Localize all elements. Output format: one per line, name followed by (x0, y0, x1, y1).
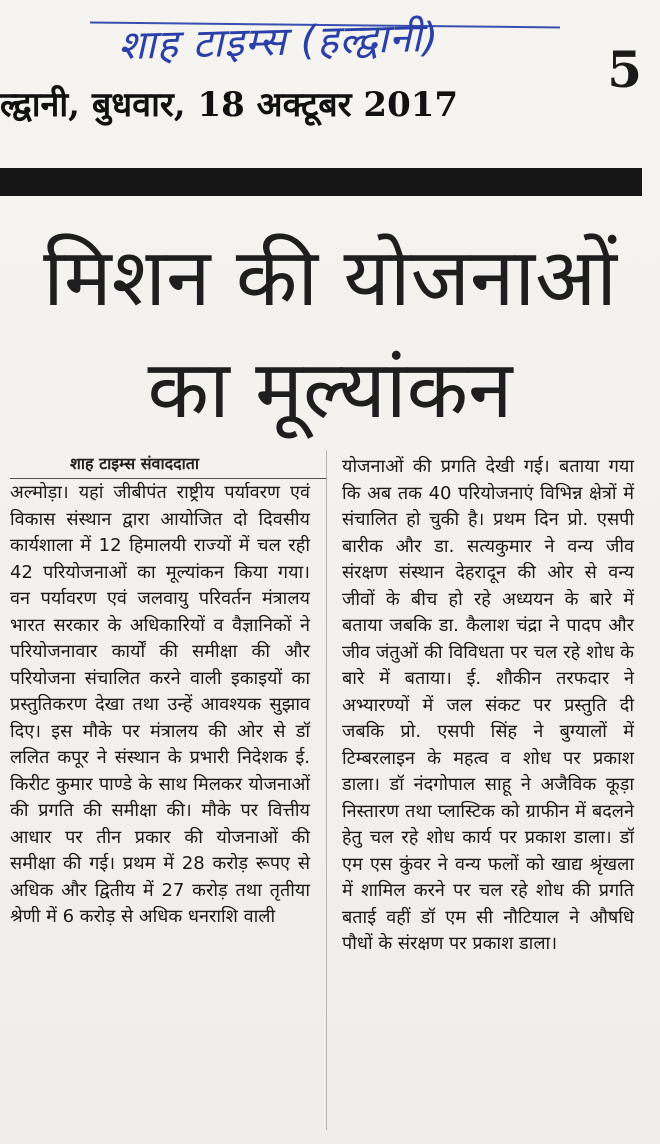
article-body-left: अल्मोड़ा। यहां जीबीपंत राष्ट्रीय पर्यावरण एवं विकास संस्थान द्वारा आयोजित दो दिवसीय कार्यशाला में 12 हिमालयी राज्यों में चल रही 42 परियोजनाओं का मूल्यांकन किया गया। वन पर्यावरण एवं जलवायु परिवर्तन मंत्रालय भारत सरकार के अधिकारियों व वैज्ञानिकों ने परियोजनावार कार्यों की समीक्षा की और परियोजना संचालित करने वाली इकाइयों का प्रस्तुतिकरण देखा तथा उन्हें आवश्यक सुझाव दिए। इस मौके पर मंत्रालय की ओर से डॉ ललित कपूर ने संस्थान के प्रभारी निदेशक ई. किरीट कुमार पाण्डे के साथ मिलकर योजनाओं की प्रगति की समीक्षा की। मौके पर वित्तीय आधार पर तीन प्रकार की योजनाओं की समीक्षा की गई। प्रथम में 28 करोड़ रूपए से अधिक और द्वितीय में 27 करोड़ तथा तृतीया श्रेणी में 6 करोड़ से अधिक धनराशि वाली (10, 482, 310, 927)
section-divider-bar (0, 168, 642, 196)
article-column-right (342, 454, 634, 958)
article-byline: शाह टाइम्स संवाददाता (70, 454, 199, 473)
byline-rule (10, 478, 326, 479)
article-body-right: योजनाओं की प्रगति देखी गई। बताया गया कि अब तक 40 परियोजनाएं विभिन्न क्षेत्रों में संचालित हो चुकी है। प्रथम दिन प्रो. एसपी बारीक और डा. सत्यकुमार ने वन्य जीव संरक्षण संस्थान देहरादून की ओर से वन्य जीवों के बीच हो रहे अध्ययन के बारे में बताया जबकि डा. कैलाश चंद्रा ने पादप और जीव जंतुओं की विविधता पर चल रहे शोध के बारे में बताया। ई. शौकीन तरफदार ने अभ्यारण्यों में जल संकट पर प्रस्तुति दी जबकि प्रो. एसपी सिंह ने बुग्यालों में टिम्बरलाइन के महत्व व शोध पर प्रकाश डाला। डॉ नंदगोपाल साहू ने अजैविक कूड़ा निस्तारण तथा प्लास्टिक को ग्राफीन में बदलने हेतु चल रहे शोध कार्य पर प्रकाश डाला। डॉ एम एस कुंवर ने वन्य फलों को खाद्य श्रृंखला में शामिल करने पर चल रहे शोध की प्रगति बताई वहीं डॉ एम सी नौटियाल ने औषधि पौधों के संरक्षण पर प्रकाश डाला। (342, 456, 634, 954)
column-divider (326, 450, 327, 1130)
handwritten-source-note: शाह टाइम्स (हल्द्वानी) (117, 14, 440, 70)
page-number: 5 (607, 40, 642, 99)
article-column-left (10, 480, 310, 931)
article-headline: मिशन की योजनाओं का मूल्यांकन (43, 231, 617, 436)
dateline: ल्द्वानी, बुधवार, 18 अक्टूबर 2017 (0, 85, 459, 125)
